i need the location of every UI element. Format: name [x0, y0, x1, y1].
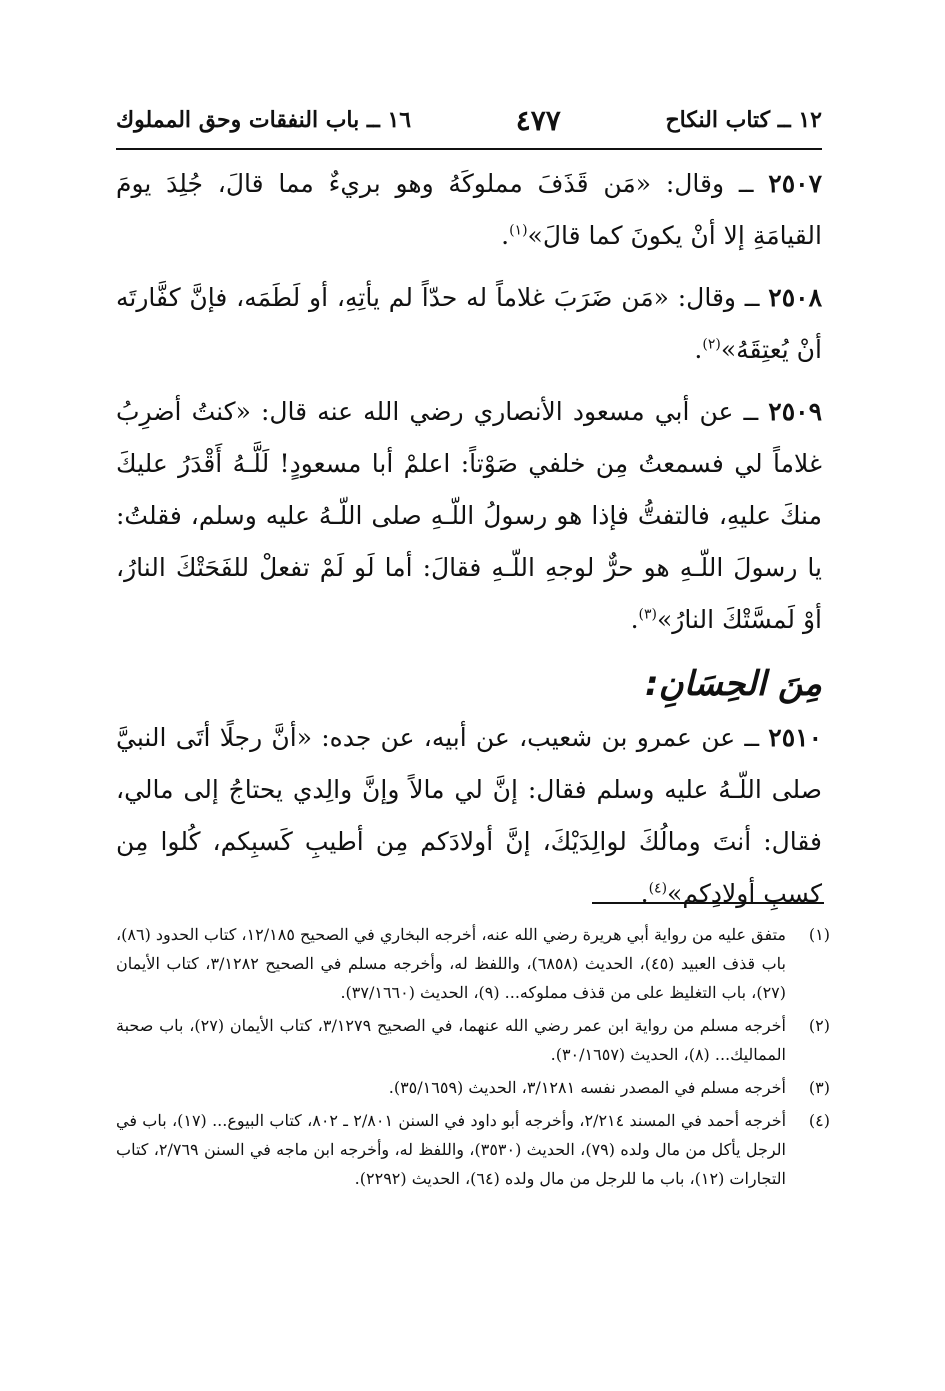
hadith-2508	[116, 272, 822, 376]
footnote	[116, 1011, 830, 1069]
footnote-divider	[592, 902, 824, 904]
hadith-number: ٢٥٠٨	[768, 283, 822, 312]
footnote-ref: (١)	[509, 222, 528, 239]
footnote-number: (٣)	[808, 1078, 830, 1097]
hadith-end: .	[640, 879, 649, 908]
hadith-end: .	[501, 221, 510, 250]
footnote-text: أخرجه مسلم في المصدر نفسه ٣/١٢٨١، الحديث (٣٥/١٦٥٩).	[388, 1078, 786, 1097]
hadith-text: ــ عن أبي مسعود الأنصاري رضي الله عنه قال: «كنتُ أضرِبُ غلاماً لي فسمعتُ مِن خلفي صَوْتاً: اعلمْ أبا مسعودٍ! لَلَّـهُ أَقْدَرُ عليكَ منكَ عليهِ، فالتفتُّ فإذا هو رسولُ اللّـهِ صلى اللّـهُ عليه وسلم، فقلتُ: يا رسولَ اللّـهِ هو حرٌّ لوجهِ اللّـهِ فقالَ: أما لَو لَمْ تفعلْ للفَحَتْكَ النارُ، أوْ لَمسَّتْكَ النارُ»	[116, 397, 822, 634]
main-text	[116, 158, 822, 930]
footnote-text: متفق عليه من رواية أبي هريرة رضي الله عنه، أخرجه البخاري في الصحيح ١٢/١٨٥، كتاب الحدود (٨٦)، باب قذف العبيد (٤٥)، الحديث (٦٨٥٨)، واللفظ له، وأخرجه مسلم في الصحيح ٣/١٢٨٢، كتاب الأيمان (٢٧)، باب التغليظ على من قذف مملوكه... (٩)، الحديث (٣٧/١٦٦٠).	[116, 925, 787, 1002]
hadith-2510	[116, 712, 822, 920]
footnote-number: (٢)	[808, 1016, 830, 1035]
footnote	[116, 1073, 830, 1102]
hadith-2509	[116, 386, 822, 646]
running-header	[116, 98, 822, 142]
hadith-2507	[116, 158, 822, 262]
footnote-number: (٤)	[808, 1111, 830, 1130]
header-divider	[116, 148, 822, 150]
footnote	[116, 1106, 830, 1193]
footnote-ref: (٤)	[648, 880, 668, 897]
hadith-text: ــ عن عمرو بن شعيب، عن أبيه، عن جده: «أنَّ رجلًا أتَى النبيَّ صلى اللّـهُ عليه وسلم فقال: إنَّ لي مالاً وإنَّ والِدي يحتاجُ إلى مالي، فقال: أنتَ ومالُكَ لوالِدَيْكَ، إنَّ أولادَكم مِن أطيبِ كَسبِكم، كُلوا مِن كسبِ أولادِكم»	[116, 723, 822, 908]
footnotes	[116, 920, 830, 1197]
hadith-text: ــ وقال: «مَن ضَرَبَ غلاماً له حدّاً لم يأتِهِ، أو لَطَمَه، فإنَّ كفَّارتَه أنْ يُعتِقَهُ»	[116, 283, 822, 364]
footnote-ref: (٣)	[638, 606, 657, 623]
footnote	[116, 920, 830, 1007]
footnote-text: أخرجه مسلم من رواية ابن عمر رضي الله عنهما، في الصحيح ٣/١٢٧٩، كتاب الأيمان (٢٧)، باب صحبة المماليك... (٨)، الحديث (٣٠/١٦٥٧).	[116, 1016, 786, 1064]
hadith-text: ــ وقال: «مَن قَذَفَ مملوكَهُ وهو بريءٌ مما قالَ، جُلِدَ يومَ القيامَةِ إلا أنْ يكونَ كما قالَ»	[116, 169, 822, 250]
page-number: ٤٧٧	[515, 103, 561, 137]
section-heading: مِنَ الحِسَانِ:	[645, 664, 822, 704]
footnote-text: أخرجه أحمد في المسند ٢/٢١٤، وأخرجه أبو داود في السنن ٢/٨٠١ ـ ٨٠٢، كتاب البيوع... (١٧)، باب في الرجل يأكل من مال ولده (٧٩)، الحديث (٣٥٣٠)، واللفظ له، وأخرجه ابن ماجه في السنن ٢/٧٦٩، كتاب التجارات (١٢)، باب ما للرجل من مال ولده (٦٤)، الحديث (٢٢٩٢).	[116, 1111, 787, 1188]
hadith-number: ٢٥٠٩	[768, 397, 822, 426]
hadith-end: .	[694, 335, 703, 364]
header-book-title: ١٢ ــ كتاب النكاح	[665, 107, 822, 133]
footnote-ref: (٢)	[702, 336, 721, 353]
footnote-number: (١)	[808, 925, 830, 944]
header-chapter-title: ١٦ ــ باب النفقات وحق المملوك	[116, 107, 412, 133]
hadith-number: ٢٥١٠	[768, 723, 822, 752]
hadith-end: .	[630, 605, 639, 634]
hadith-number: ٢٥٠٧	[768, 169, 823, 198]
